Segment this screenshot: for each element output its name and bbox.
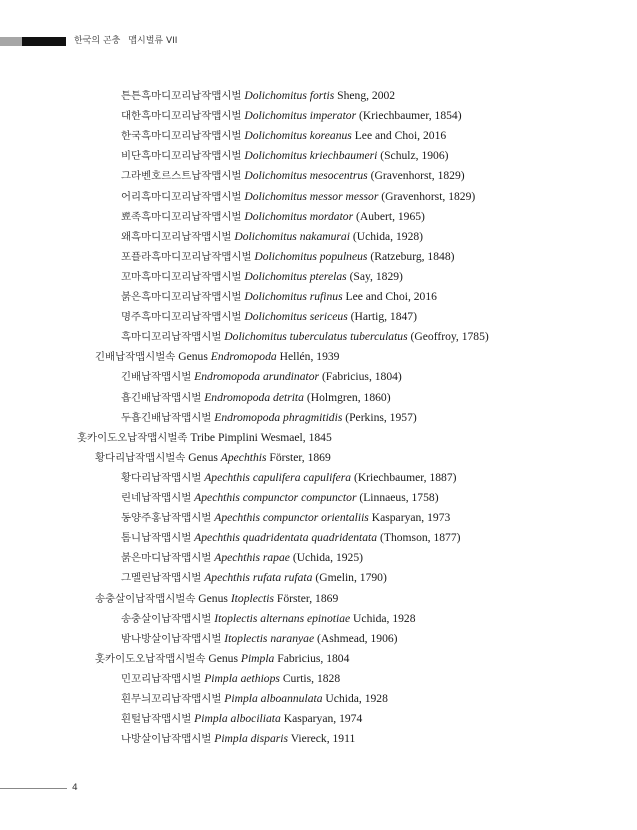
authority: (Ratzeburg, 1848) [370,249,455,263]
scientific-name: Apechthis compunctor orientaliis [214,511,369,525]
scientific-name: Dolichomitus kriechbaumeri [244,149,378,163]
authority: Uchida, 1928 [325,692,388,705]
scientific-name: Apechthis rufata rufata [204,571,313,585]
korean-name: 톰니납작맵시벌 [121,532,192,545]
taxon-rank: Genus [208,651,238,665]
korean-name: 뾰족흑마디꼬리납작맵시벌 [121,210,242,223]
list-item [121,709,362,729]
list-item [121,388,391,408]
scientific-name: Dolichomitus mordator [244,209,354,223]
authority: (Kriechbaumer, 1887) [353,470,457,484]
list-item [121,106,462,126]
korean-name: 민꼬리납작맵시벌 [121,672,202,685]
taxon-rank: Genus [188,450,218,464]
authority: Lee and Choi, 2016 [354,129,447,143]
list-item [121,187,475,207]
korean-name: 긴배납작맵시벌 [121,371,192,384]
korean-name: 나방살이납작맵시벌 [121,733,212,746]
korean-name: 붉은마디납작맵시벌 [121,552,212,565]
authority: (Gravenhorst, 1829) [370,169,465,183]
scientific-name: Pimpla albociliata [194,712,281,726]
scientific-name: Apechthis capulifera capulifera [204,470,352,484]
scientific-name: Itoplectis alternans epinotiae [214,611,351,625]
taxon-rank: Genus [198,591,228,605]
list-item [121,568,387,588]
korean-name: 흰털납작맵시벌 [121,713,192,726]
scientific-name: Endromopoda detrita [204,390,304,404]
korean-name: 붉은흑마디꼬리납작맵시벌 [121,291,242,303]
authority: Förster, 1869 [269,450,331,464]
korean-name: 밤나방살이납작맵시벌 [121,632,222,645]
scientific-name: Apechthis rapae [214,551,290,565]
korean-name: 흑마디꼬리납작맵시벌 [121,331,222,344]
authority: Kasparyan, 1974 [283,712,363,726]
list-item [121,488,439,508]
list-item [95,589,338,609]
list-item [121,126,446,146]
scientific-name: Dolichomitus populneus [254,249,368,263]
korean-name: 긴배납작맵시벌속 [95,351,176,364]
authority: Hellén, 1939 [279,350,340,364]
list-item [121,327,489,347]
korean-name: 한국흑마디꼬리납작맵시벌 [121,130,242,143]
authority: Kasparyan, 1973 [371,511,451,525]
scientific-name: Dolichomitus imperator [244,109,357,123]
list-item [121,267,403,287]
list-item [121,729,355,749]
authority: Fabricius, 1804 [277,651,350,665]
scientific-name: Apechthis [220,450,267,464]
scientific-name: Pimpla disparis [214,732,289,746]
list-item [121,508,450,528]
authority: (Say, 1829) [349,269,403,283]
scientific-name: Pimpla [240,651,275,665]
scientific-name: Dolichomitus rufinus [244,290,343,303]
list-item [121,207,425,227]
scientific-name: Dolichomitus tuberculatus tuberculatus [224,330,408,344]
scientific-name: Dolichomitus nakamurai [234,229,350,243]
korean-name: 홋카이도오납작맵시벌족 [77,431,188,444]
taxon-rank: Genus [178,350,208,364]
korean-name: 흡긴배납작맵시벌 [121,391,202,404]
list-item [121,287,437,307]
list-item [121,247,454,267]
list-item [121,669,340,689]
authority: (Gravenhorst, 1829) [381,189,476,203]
korean-name: 그라벤호르스트납작맵시벌 [121,170,242,183]
korean-name: 그멜린납작맵시벌 [121,572,202,585]
scientific-name: Dolichomitus pterelas [244,269,347,283]
korean-name: 송충살이납작맵시벌 [121,612,212,625]
authority: Uchida, 1928 [353,611,416,625]
list-item [121,609,416,629]
scientific-name: Endromopoda arundinator [194,370,320,384]
korean-name: 명주흑마디꼬리납작맵시벌 [121,311,242,324]
authority: (Uchida, 1928) [352,229,424,243]
authority: Lee and Choi, 2016 [345,290,437,303]
scientific-name: Apechthis quadridentata quadridentata [194,531,378,545]
korean-name: 왜흑마디꼬리납작맵시벌 [121,230,232,243]
scientific-name: Dolichomitus koreanus [244,129,352,143]
header-book-title: 한국의 곤충 [74,36,121,46]
authority: (Hartig, 1847) [350,310,417,324]
korean-name: 어리흑마디꼬리납작맵시벌 [121,190,242,203]
taxon-rank: Tribe [190,430,216,444]
korean-name: 린네납작맵시벌 [121,492,192,504]
scientific-name: Dolichomitus fortis [244,89,335,102]
list-item [95,347,339,367]
scientific-name: Dolichomitus mesocentrus [244,169,368,183]
list-item [121,689,388,709]
list-item [95,448,331,468]
authority: (Perkins, 1957) [345,410,417,424]
authority: (Thomson, 1877) [380,531,461,545]
korean-name: 꼬마흑마디꼬리납작맵시벌 [121,270,242,283]
scientific-name: Pimpla alboannulata [224,692,323,705]
korean-name: 흰무늬꼬리납작맵시벌 [121,693,222,705]
scientific-name: Apechthis compunctor compunctor [194,491,357,504]
authority: (Aubert, 1965) [356,209,425,223]
korean-name: 대한흑마디꼬리납작맵시벌 [121,110,242,123]
authority: Förster, 1869 [276,591,339,605]
authority: (Kriechbaumer, 1854) [359,109,462,123]
authority: (Gmelin, 1790) [315,571,387,585]
authority: (Geoffroy, 1785) [410,330,489,344]
authority: (Holmgren, 1860) [306,390,391,404]
scientific-name: Dolichomitus sericeus [244,310,348,324]
header-bar-gray [0,37,22,46]
authority: Curtis, 1828 [282,671,341,685]
scientific-name: Endromopoda phragmitidis [214,410,343,424]
list-item [77,428,332,448]
scientific-name: Endromopoda [210,350,277,364]
list-item [121,408,417,428]
page-number: 4 [72,783,78,793]
korean-name: 황다리납작맵시벌 [121,471,202,484]
list-item [121,367,402,387]
korean-name: 홋카이도오납작맵시벌속 [95,652,206,665]
list-item [95,649,349,669]
list-item [121,166,465,186]
list-item [121,548,363,568]
korean-name: 포플라흑마디꼬리납작맵시벌 [121,250,252,263]
scientific-name: Dolichomitus messor messor [244,189,379,203]
list-item [121,468,457,488]
authority: (Fabricius, 1804) [321,370,402,384]
list-item [121,227,423,247]
scientific-name: Itoplectis [230,591,274,605]
authority: Viereck, 1911 [290,732,356,746]
authority: (Ashmead, 1906) [317,631,398,645]
authority: (Schulz, 1906) [380,149,449,163]
scientific-name: Itoplectis naranyae [224,631,315,645]
list-item [121,146,449,166]
list-item [121,629,398,649]
authority: (Uchida, 1925) [292,551,364,565]
korean-name: 동양주홍납작맵시벌 [121,512,212,525]
list-item [121,86,395,106]
authority: Sheng, 2002 [337,89,396,102]
korean-name: 튼튼흑마디꼬리납작맵시벌 [121,90,242,102]
korean-name: 황다리납작맵시벌속 [95,451,186,464]
list-item [121,528,461,548]
korean-name: 송충살이납작맵시벌속 [95,592,196,605]
list-item [121,307,417,327]
scientific-name: Pimpla aethiops [204,671,280,685]
korean-name: 비단흑마디꼬리납작맵시벌 [121,150,242,163]
korean-name: 두흡긴배납작맵시벌 [121,411,212,424]
running-header [74,35,177,47]
header-section-title: 맵시벌류 VII [128,36,178,46]
authority: Pimplini Wesmael, 1845 [217,430,332,444]
footer-rule [0,788,67,789]
header-bar-black [22,37,66,46]
authority: (Linnaeus, 1758) [359,491,439,504]
